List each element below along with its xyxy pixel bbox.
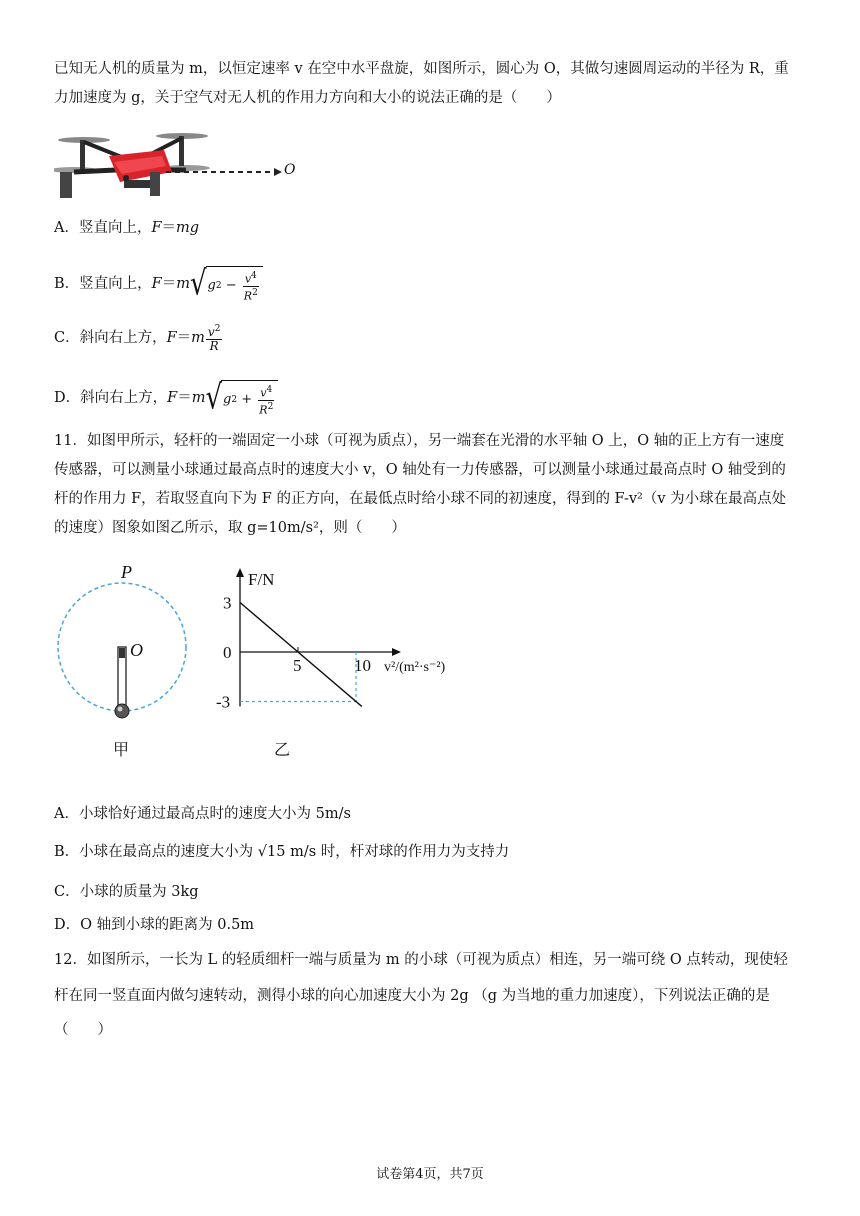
option-letter: C． bbox=[54, 330, 80, 346]
q11-option-d bbox=[54, 914, 254, 936]
q12-line1: 12．如图所示，一长为 L 的轻质细杆一端与质量为 m 的小球（可视为质点）相连，另一端可绕 O 点转动，现使轻 bbox=[54, 952, 788, 968]
option-text: 竖直向上， bbox=[79, 276, 152, 293]
caption-jia: 甲 bbox=[113, 740, 130, 759]
drone-image bbox=[54, 133, 210, 198]
option-letter: B． bbox=[54, 276, 80, 293]
y-tick-label: 3 bbox=[223, 593, 232, 613]
ball bbox=[115, 704, 129, 718]
q11-option-b bbox=[54, 841, 509, 863]
y-axis-arrow-icon bbox=[236, 568, 244, 577]
x-axis-arrow-icon bbox=[392, 648, 401, 656]
q11-option-c bbox=[54, 881, 199, 903]
x-axis-label: v²/(m²·s⁻²) bbox=[384, 660, 446, 675]
q11-line1: 11．如图甲所示，轻杆的一端固定一小球（可视为质点），另一端套在光滑的水平轴 O 上，O 轴的正上方有一速度 bbox=[54, 433, 785, 449]
page-footer: 试卷第4页，共7页 bbox=[376, 1167, 484, 1182]
y-axis-label: F/N bbox=[248, 570, 275, 589]
x-tick-label: 10 bbox=[354, 656, 371, 675]
f-v2-chart bbox=[210, 565, 480, 725]
option-text: 小球在最高点的速度大小为 √15 m/s 时，杆对球的作用力为支持力 bbox=[79, 844, 510, 860]
option-letter: C． bbox=[54, 884, 80, 900]
y-tick-label: 0 bbox=[223, 643, 232, 662]
option-letter: D． bbox=[54, 390, 81, 407]
q12-line2: 杆在同一竖直面内做匀速转动，测得小球的向心加速度大小为 2g （g 为当地的重力加速度），下列说法正确的是 bbox=[54, 988, 770, 1004]
option-text: 竖直向上， bbox=[78, 220, 152, 236]
option-letter: A． bbox=[54, 806, 79, 822]
q10-stem-line1: 已知无人机的质量为 m，以恒定速率 v 在空中水平盘旋，如图所示，圆心为 O，其做匀速圆周运动的半径为 R，重 bbox=[54, 61, 789, 77]
q10-option-b: B．竖直向上，F＝m √ g 2 − $\frac{v^4}{R^2}$ bbox=[54, 266, 263, 302]
q11-line4: 的速度）图象如图乙所示，取 g=10m/s²，则（ ） bbox=[54, 520, 406, 536]
drone-figure bbox=[54, 120, 304, 210]
option-text: 斜向右上方， bbox=[79, 330, 167, 346]
figure-jia bbox=[54, 565, 194, 725]
q10-option-a: A．竖直向上，F＝mg bbox=[54, 220, 200, 236]
arrow-head-icon bbox=[274, 168, 282, 176]
option-text: 斜向右上方， bbox=[80, 390, 168, 407]
option-letter: A． bbox=[54, 220, 79, 236]
caption-yi: 乙 bbox=[274, 740, 291, 759]
option-letter: B． bbox=[54, 844, 80, 860]
label-O: O bbox=[130, 640, 143, 660]
q11-line3: 杆的作用力 F，若取竖直向下为 F 的正方向，在最低点时给小球不同的初速度，得到的 F-v²（v 为小球在最高点处 bbox=[54, 491, 787, 507]
axis-o-pin bbox=[119, 648, 125, 658]
x-tick-label: 5 bbox=[293, 656, 302, 675]
q10-option-d: D．斜向右上方，F＝m √ g 2 + $\frac{v^4}{R^2}$ bbox=[54, 380, 278, 416]
series-line bbox=[240, 603, 362, 707]
y-tick-label: -3 bbox=[216, 692, 231, 712]
center-label-O: O bbox=[284, 162, 296, 178]
q10-option-c: C．斜向右上方，F＝m $\frac{v^2}{R}$ bbox=[54, 324, 221, 353]
label-P: P bbox=[121, 562, 132, 582]
q12-line3: （ ） bbox=[54, 1022, 112, 1038]
option-text: 小球的质量为 3kg bbox=[79, 884, 199, 900]
option-letter: D． bbox=[54, 917, 81, 933]
formula-sqrt: √ g 2 + $\frac{v^4}{R^2}$ bbox=[205, 380, 278, 416]
q11-line2: 传感器，可以测量小球通过最高点时的速度大小 v，O 轴处有一力传感器，可以测量小球通过最高点时 O 轴受到的 bbox=[54, 462, 786, 478]
option-text: O 轴到小球的距离为 0.5m bbox=[80, 917, 255, 933]
option-text: 小球恰好通过最高点时的速度大小为 5m/s bbox=[78, 806, 351, 822]
formula-sqrt: √ g 2 − $\frac{v^4}{R^2}$ bbox=[190, 266, 263, 302]
q10-stem-line2: 力加速度为 g，关于空气对无人机的作用力方向和大小的说法正确的是（ ） bbox=[54, 90, 561, 106]
q11-option-a bbox=[54, 803, 351, 825]
